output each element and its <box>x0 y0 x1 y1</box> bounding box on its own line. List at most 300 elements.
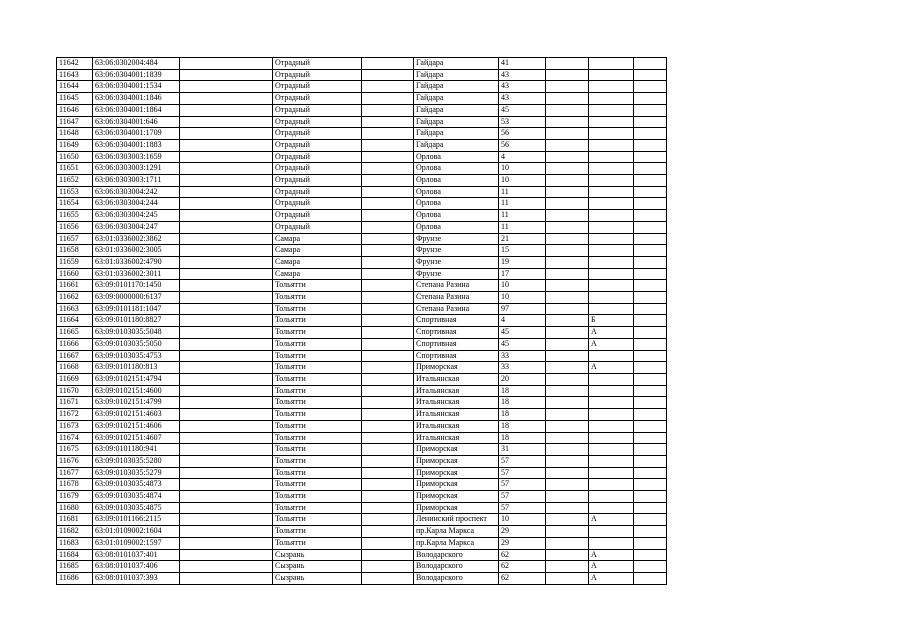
building-letter-cell <box>589 385 634 397</box>
empty-cell <box>362 561 414 573</box>
empty-cell <box>180 350 273 362</box>
building-letter-cell: А <box>589 362 634 374</box>
row-number-cell: 11657 <box>57 233 93 245</box>
house-number-cell: 62 <box>499 572 546 584</box>
city-cell: Тольятти <box>273 444 362 456</box>
table-row <box>57 350 667 362</box>
empty-cell <box>546 198 589 210</box>
empty-cell <box>180 385 273 397</box>
building-letter-cell <box>589 280 634 292</box>
row-number-cell: 11668 <box>57 362 93 374</box>
row-number-cell: 11686 <box>57 572 93 584</box>
empty-cell <box>362 315 414 327</box>
building-letter-cell: А <box>589 338 634 350</box>
street-cell: Фрунзе <box>414 233 499 245</box>
row-number-cell: 11644 <box>57 81 93 93</box>
empty-cell <box>634 69 667 81</box>
city-cell: Тольятти <box>273 292 362 304</box>
street-cell: Орлова <box>414 163 499 175</box>
city-cell: Тольятти <box>273 537 362 549</box>
street-cell: Володарского <box>414 549 499 561</box>
table-row <box>57 327 667 339</box>
street-cell: Итальянская <box>414 397 499 409</box>
house-number-cell: 45 <box>499 327 546 339</box>
city-cell: Сызрань <box>273 549 362 561</box>
row-number-cell: 11685 <box>57 561 93 573</box>
table-row <box>57 58 667 70</box>
empty-cell <box>180 444 273 456</box>
empty-cell <box>362 526 414 538</box>
row-number-cell: 11646 <box>57 104 93 116</box>
row-number-cell: 11673 <box>57 420 93 432</box>
cadastral-number-cell: 63:09:0103035:4875 <box>93 502 180 514</box>
empty-cell <box>362 350 414 362</box>
cadastral-number-cell: 63:06:0303003:1291 <box>93 163 180 175</box>
house-number-cell: 33 <box>499 350 546 362</box>
street-cell: Итальянская <box>414 385 499 397</box>
city-cell: Тольятти <box>273 397 362 409</box>
table-row <box>57 397 667 409</box>
city-cell: Отрадный <box>273 175 362 187</box>
empty-cell <box>180 280 273 292</box>
city-cell: Тольятти <box>273 327 362 339</box>
city-cell: Тольятти <box>273 350 362 362</box>
table-row <box>57 93 667 105</box>
empty-cell <box>634 233 667 245</box>
city-cell: Отрадный <box>273 186 362 198</box>
empty-cell <box>362 362 414 374</box>
house-number-cell: 21 <box>499 233 546 245</box>
street-cell: Гайдара <box>414 139 499 151</box>
street-cell: Итальянская <box>414 420 499 432</box>
table-row <box>57 69 667 81</box>
empty-cell <box>180 315 273 327</box>
table-row <box>57 221 667 233</box>
empty-cell <box>546 397 589 409</box>
street-cell: пр.Карла Маркса <box>414 526 499 538</box>
house-number-cell: 19 <box>499 256 546 268</box>
empty-cell <box>546 455 589 467</box>
empty-cell <box>362 537 414 549</box>
empty-cell <box>180 128 273 140</box>
cadastral-number-cell: 63:09:0102151:4607 <box>93 432 180 444</box>
city-cell: Отрадный <box>273 81 362 93</box>
row-number-cell: 11659 <box>57 256 93 268</box>
street-cell: Орлова <box>414 221 499 233</box>
house-number-cell: 33 <box>499 362 546 374</box>
data-table <box>56 57 667 585</box>
city-cell: Тольятти <box>273 362 362 374</box>
empty-cell <box>546 409 589 421</box>
row-number-cell: 11683 <box>57 537 93 549</box>
row-number-cell: 11653 <box>57 186 93 198</box>
cadastral-number-cell: 63:09:0101180:813 <box>93 362 180 374</box>
building-letter-cell <box>589 526 634 538</box>
empty-cell <box>362 572 414 584</box>
empty-cell <box>362 128 414 140</box>
row-number-cell: 11663 <box>57 303 93 315</box>
table-row <box>57 514 667 526</box>
row-number-cell: 11648 <box>57 128 93 140</box>
city-cell: Отрадный <box>273 93 362 105</box>
building-letter-cell: А <box>589 327 634 339</box>
row-number-cell: 11667 <box>57 350 93 362</box>
cadastral-number-cell: 63:09:0102151:4794 <box>93 373 180 385</box>
table-row <box>57 210 667 222</box>
table-row <box>57 315 667 327</box>
empty-cell <box>180 373 273 385</box>
empty-cell <box>362 292 414 304</box>
city-cell: Тольятти <box>273 467 362 479</box>
empty-cell <box>180 104 273 116</box>
empty-cell <box>180 491 273 503</box>
empty-cell <box>546 467 589 479</box>
table-row <box>57 549 667 561</box>
house-number-cell: 4 <box>499 151 546 163</box>
street-cell: Спортивная <box>414 327 499 339</box>
building-letter-cell <box>589 502 634 514</box>
cadastral-number-cell: 63:08:0101037:401 <box>93 549 180 561</box>
empty-cell <box>634 397 667 409</box>
empty-cell <box>546 233 589 245</box>
table-row <box>57 572 667 584</box>
empty-cell <box>180 151 273 163</box>
building-letter-cell <box>589 186 634 198</box>
row-number-cell: 11665 <box>57 327 93 339</box>
empty-cell <box>362 175 414 187</box>
empty-cell <box>546 502 589 514</box>
empty-cell <box>546 432 589 444</box>
cadastral-number-cell: 63:01:0336002:3011 <box>93 268 180 280</box>
street-cell: Приморская <box>414 455 499 467</box>
house-number-cell: 53 <box>499 116 546 128</box>
empty-cell <box>180 139 273 151</box>
empty-cell <box>634 409 667 421</box>
row-number-cell: 11658 <box>57 245 93 257</box>
empty-cell <box>546 491 589 503</box>
house-number-cell: 17 <box>499 268 546 280</box>
cadastral-number-cell: 63:06:0302004:484 <box>93 58 180 70</box>
empty-cell <box>546 303 589 315</box>
row-number-cell: 11660 <box>57 268 93 280</box>
house-number-cell: 56 <box>499 128 546 140</box>
cadastral-number-cell: 63:01:0109002:1604 <box>93 526 180 538</box>
city-cell: Тольятти <box>273 385 362 397</box>
house-number-cell: 10 <box>499 292 546 304</box>
cadastral-number-cell: 63:09:0101166:2115 <box>93 514 180 526</box>
table-row <box>57 128 667 140</box>
empty-cell <box>362 116 414 128</box>
building-letter-cell <box>589 139 634 151</box>
city-cell: Тольятти <box>273 526 362 538</box>
city-cell: Сызрань <box>273 572 362 584</box>
house-number-cell: 62 <box>499 561 546 573</box>
street-cell: Володарского <box>414 572 499 584</box>
empty-cell <box>362 58 414 70</box>
street-cell: Приморская <box>414 479 499 491</box>
empty-cell <box>180 175 273 187</box>
empty-cell <box>634 526 667 538</box>
empty-cell <box>180 327 273 339</box>
empty-cell <box>634 479 667 491</box>
house-number-cell: 18 <box>499 432 546 444</box>
empty-cell <box>362 245 414 257</box>
empty-cell <box>180 362 273 374</box>
empty-cell <box>362 81 414 93</box>
empty-cell <box>180 221 273 233</box>
building-letter-cell: Б <box>589 315 634 327</box>
cadastral-number-cell: 63:06:0304001:1846 <box>93 93 180 105</box>
cadastral-number-cell: 63:06:0303004:242 <box>93 186 180 198</box>
cadastral-number-cell: 63:09:0101180:8827 <box>93 315 180 327</box>
house-number-cell: 57 <box>499 467 546 479</box>
empty-cell <box>180 116 273 128</box>
house-number-cell: 29 <box>499 526 546 538</box>
building-letter-cell <box>589 93 634 105</box>
street-cell: Степана Разина <box>414 292 499 304</box>
row-number-cell: 11654 <box>57 198 93 210</box>
city-cell: Тольятти <box>273 432 362 444</box>
cadastral-number-cell: 63:09:0103035:4873 <box>93 479 180 491</box>
building-letter-cell <box>589 268 634 280</box>
house-number-cell: 57 <box>499 502 546 514</box>
empty-cell <box>546 81 589 93</box>
table-row <box>57 561 667 573</box>
table-row <box>57 455 667 467</box>
empty-cell <box>362 104 414 116</box>
cadastral-number-cell: 63:08:0101037:393 <box>93 572 180 584</box>
empty-cell <box>546 186 589 198</box>
table-row <box>57 116 667 128</box>
city-cell: Отрадный <box>273 198 362 210</box>
house-number-cell: 56 <box>499 139 546 151</box>
city-cell: Тольятти <box>273 338 362 350</box>
cadastral-number-cell: 63:09:0000000:6137 <box>93 292 180 304</box>
empty-cell <box>362 186 414 198</box>
empty-cell <box>362 385 414 397</box>
cadastral-number-cell: 63:08:0101037:406 <box>93 561 180 573</box>
row-number-cell: 11664 <box>57 315 93 327</box>
street-cell: Орлова <box>414 175 499 187</box>
empty-cell <box>180 303 273 315</box>
table-row <box>57 256 667 268</box>
empty-cell <box>634 338 667 350</box>
empty-cell <box>634 373 667 385</box>
building-letter-cell <box>589 210 634 222</box>
building-letter-cell <box>589 151 634 163</box>
street-cell: Гайдара <box>414 69 499 81</box>
city-cell: Самара <box>273 245 362 257</box>
empty-cell <box>362 409 414 421</box>
city-cell: Самара <box>273 233 362 245</box>
empty-cell <box>634 432 667 444</box>
empty-cell <box>546 385 589 397</box>
empty-cell <box>180 292 273 304</box>
city-cell: Отрадный <box>273 69 362 81</box>
street-cell: Орлова <box>414 198 499 210</box>
empty-cell <box>634 256 667 268</box>
empty-cell <box>546 139 589 151</box>
building-letter-cell <box>589 81 634 93</box>
empty-cell <box>546 561 589 573</box>
table-row <box>57 186 667 198</box>
table-row <box>57 420 667 432</box>
street-cell: Приморская <box>414 467 499 479</box>
house-number-cell: 62 <box>499 549 546 561</box>
empty-cell <box>362 268 414 280</box>
table-row <box>57 409 667 421</box>
building-letter-cell <box>589 104 634 116</box>
empty-cell <box>634 514 667 526</box>
house-number-cell: 20 <box>499 373 546 385</box>
empty-cell <box>546 58 589 70</box>
street-cell: Итальянская <box>414 432 499 444</box>
row-number-cell: 11662 <box>57 292 93 304</box>
empty-cell <box>634 128 667 140</box>
table-row <box>57 292 667 304</box>
table-row <box>57 491 667 503</box>
city-cell: Самара <box>273 256 362 268</box>
empty-cell <box>180 455 273 467</box>
empty-cell <box>634 221 667 233</box>
city-cell: Тольятти <box>273 455 362 467</box>
cadastral-number-cell: 63:09:0102151:4799 <box>93 397 180 409</box>
empty-cell <box>180 572 273 584</box>
cadastral-number-cell: 63:06:0304001:1534 <box>93 81 180 93</box>
building-letter-cell <box>589 432 634 444</box>
empty-cell <box>362 432 414 444</box>
street-cell: Фрунзе <box>414 256 499 268</box>
cadastral-number-cell: 63:09:0102151:4606 <box>93 420 180 432</box>
row-number-cell: 11676 <box>57 455 93 467</box>
empty-cell <box>634 104 667 116</box>
empty-cell <box>546 245 589 257</box>
building-letter-cell <box>589 303 634 315</box>
table-row <box>57 81 667 93</box>
city-cell: Отрадный <box>273 128 362 140</box>
city-cell: Отрадный <box>273 139 362 151</box>
empty-cell <box>634 186 667 198</box>
row-number-cell: 11679 <box>57 491 93 503</box>
street-cell: Приморская <box>414 444 499 456</box>
empty-cell <box>180 186 273 198</box>
city-cell: Тольятти <box>273 373 362 385</box>
house-number-cell: 43 <box>499 69 546 81</box>
house-number-cell: 18 <box>499 409 546 421</box>
empty-cell <box>362 256 414 268</box>
empty-cell <box>180 537 273 549</box>
empty-cell <box>634 280 667 292</box>
building-letter-cell <box>589 256 634 268</box>
city-cell: Тольятти <box>273 502 362 514</box>
empty-cell <box>362 491 414 503</box>
cadastral-number-cell: 63:06:0303004:245 <box>93 210 180 222</box>
empty-cell <box>546 420 589 432</box>
building-letter-cell <box>589 245 634 257</box>
cadastral-number-cell: 63:09:0101180:941 <box>93 444 180 456</box>
empty-cell <box>634 362 667 374</box>
empty-cell <box>546 526 589 538</box>
row-number-cell: 11649 <box>57 139 93 151</box>
house-number-cell: 57 <box>499 491 546 503</box>
empty-cell <box>634 420 667 432</box>
empty-cell <box>180 245 273 257</box>
row-number-cell: 11656 <box>57 221 93 233</box>
empty-cell <box>362 338 414 350</box>
empty-cell <box>180 163 273 175</box>
row-number-cell: 11682 <box>57 526 93 538</box>
empty-cell <box>362 397 414 409</box>
empty-cell <box>634 292 667 304</box>
empty-cell <box>180 268 273 280</box>
building-letter-cell: А <box>589 549 634 561</box>
empty-cell <box>634 549 667 561</box>
empty-cell <box>180 526 273 538</box>
table-row <box>57 175 667 187</box>
cadastral-number-cell: 63:06:0304001:1883 <box>93 139 180 151</box>
empty-cell <box>634 198 667 210</box>
building-letter-cell <box>589 373 634 385</box>
street-cell: Итальянская <box>414 409 499 421</box>
table-row <box>57 303 667 315</box>
empty-cell <box>362 233 414 245</box>
empty-cell <box>362 93 414 105</box>
city-cell: Тольятти <box>273 303 362 315</box>
building-letter-cell <box>589 350 634 362</box>
building-letter-cell <box>589 420 634 432</box>
empty-cell <box>546 572 589 584</box>
row-number-cell: 11677 <box>57 467 93 479</box>
empty-cell <box>180 93 273 105</box>
empty-cell <box>546 549 589 561</box>
building-letter-cell: А <box>589 561 634 573</box>
street-cell: Приморская <box>414 362 499 374</box>
empty-cell <box>546 175 589 187</box>
empty-cell <box>634 491 667 503</box>
cadastral-number-cell: 63:06:0304001:1839 <box>93 69 180 81</box>
street-cell: Итальянская <box>414 373 499 385</box>
house-number-cell: 31 <box>499 444 546 456</box>
empty-cell <box>180 210 273 222</box>
empty-cell <box>546 373 589 385</box>
house-number-cell: 11 <box>499 210 546 222</box>
building-letter-cell: А <box>589 514 634 526</box>
house-number-cell: 57 <box>499 455 546 467</box>
table-row <box>57 502 667 514</box>
row-number-cell: 11642 <box>57 58 93 70</box>
empty-cell <box>180 549 273 561</box>
empty-cell <box>362 210 414 222</box>
house-number-cell: 29 <box>499 537 546 549</box>
table-row <box>57 245 667 257</box>
city-cell: Отрадный <box>273 210 362 222</box>
city-cell: Отрадный <box>273 151 362 163</box>
empty-cell <box>634 455 667 467</box>
empty-cell <box>362 420 414 432</box>
row-number-cell: 11666 <box>57 338 93 350</box>
cadastral-number-cell: 63:01:0336002:3862 <box>93 233 180 245</box>
cadastral-number-cell: 63:06:0303003:1711 <box>93 175 180 187</box>
cadastral-number-cell: 63:01:0336002:4790 <box>93 256 180 268</box>
building-letter-cell <box>589 175 634 187</box>
cadastral-number-cell: 63:06:0303004:244 <box>93 198 180 210</box>
table-row <box>57 151 667 163</box>
row-number-cell: 11672 <box>57 409 93 421</box>
street-cell: Гайдара <box>414 81 499 93</box>
house-number-cell: 43 <box>499 93 546 105</box>
empty-cell <box>362 280 414 292</box>
row-number-cell: 11675 <box>57 444 93 456</box>
